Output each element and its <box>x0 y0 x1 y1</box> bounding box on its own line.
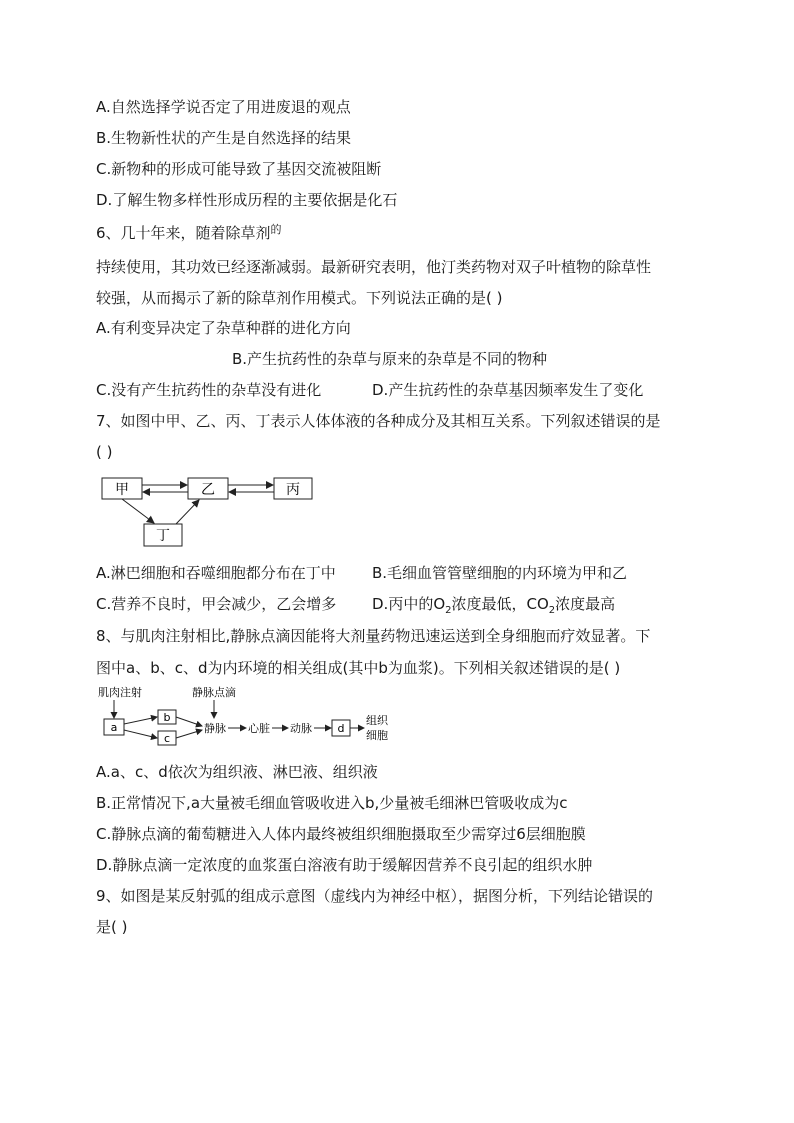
q6-option-b: B.产生抗药性的杂草与原来的杂草是不同的物种 <box>232 350 548 368</box>
label-c: c <box>163 732 171 745</box>
q7-option-c: C.营养不良时，甲会减少，乙会增多 <box>96 595 337 613</box>
arrow-ding-to-yi <box>176 500 199 524</box>
arrow-a-to-b <box>124 717 157 724</box>
arrow-a-to-c <box>124 730 157 738</box>
arrow-c-to-b <box>176 730 202 738</box>
q6-option-a: A.有利变异决定了杂草种群的进化方向 <box>96 319 351 337</box>
label-yi: 乙 <box>201 482 215 498</box>
q7-stem-line2: ( ) <box>96 443 113 461</box>
label-a: a <box>110 721 118 734</box>
q6-option-c: C.没有产生抗药性的杂草没有进化 <box>96 381 322 399</box>
label-iv-drip: 静脉点滴 <box>192 686 236 699</box>
q6-stem-text: 6、几十年来，随着除草剂 <box>96 224 271 242</box>
arrow-jia-to-ding <box>122 499 154 523</box>
arrow-b-to-vein <box>176 717 202 726</box>
q5-option-a: A.自然选择学说否定了用进废退的观点 <box>96 98 351 116</box>
q7-option-d <box>372 594 615 617</box>
label-bing: 丙 <box>286 482 300 498</box>
q7-optd-pre: D.丙中的O <box>372 595 446 613</box>
q8-drug-route-diagram <box>96 684 406 748</box>
q8-option-b: B.正常情况下,a大量被毛细血管吸收进入b,少量被毛细淋巴管吸收成为c <box>96 794 568 812</box>
q7-option-b: B.毛细血管管壁细胞的内环境为甲和乙 <box>372 564 628 582</box>
q8-stem-line1: 8、与肌肉注射相比,静脉点滴因能将大剂量药物迅速运送到全身细胞而疗效显著。下 <box>96 627 651 645</box>
label-ding: 丁 <box>156 528 170 544</box>
q6-stem-line2: 持续使用，其功效已经逐渐减弱。最新研究表明，他汀类药物对双子叶植物的除草性 <box>96 258 652 276</box>
q8-option-a: A.a、c、d依次为组织液、淋巴液、组织液 <box>96 763 378 781</box>
q8-stem-line2: 图中a、b、c、d为内环境的相关组成(其中b为血浆)。下列相关叙述错误的是( ) <box>96 659 621 677</box>
q7-body-fluid-diagram <box>96 474 326 554</box>
q7-optd-mid: 浓度最低，CO <box>451 595 549 613</box>
q8-option-c: C.静脉点滴的葡萄糖进入人体内最终被组织细胞摄取至少需穿过6层细胞膜 <box>96 825 586 843</box>
q9-stem-line2: 是( ) <box>96 918 128 936</box>
label-tissue-2: 细胞 <box>366 729 388 742</box>
q9-stem-line1: 9、如图是某反射弧的组成示意图（虚线内为神经中枢），据图分析，下列结论错误的 <box>96 887 654 905</box>
label-b: b <box>163 711 171 724</box>
label-tissue-1: 组织 <box>366 714 388 727</box>
q6-stem-line1 <box>96 223 282 245</box>
label-jia: 甲 <box>115 482 129 498</box>
q5-option-d: D.了解生物多样性形成历程的主要依据是化石 <box>96 191 398 209</box>
q7-option-a: A.淋巴细胞和吞噬细胞都分布在丁中 <box>96 564 336 582</box>
q8-option-d: D.静脉点滴一定浓度的血浆蛋白溶液有助于缓解因营养不良引起的组织水肿 <box>96 856 593 874</box>
label-artery: 动脉 <box>290 722 312 735</box>
q6-stem-line3: 较强，从而揭示了新的除草剂作用模式。下列说法正确的是( ) <box>96 289 503 307</box>
q7-optd-post: 浓度最高 <box>555 595 616 613</box>
label-heart: 心脏 <box>248 722 270 735</box>
label-vein: 静脉 <box>204 722 226 735</box>
label-intramuscular: 肌肉注射 <box>98 686 142 699</box>
q6-option-d: D.产生抗药性的杂草基因频率发生了变化 <box>372 381 644 399</box>
q5-option-c: C.新物种的形成可能导致了基因交流被阻断 <box>96 160 382 178</box>
q5-option-b: B.生物新性状的产生是自然选择的结果 <box>96 129 352 147</box>
q7-optd-sub1: 2 <box>445 605 452 616</box>
label-d: d <box>337 722 345 735</box>
q7-stem-line1: 7、如图中甲、乙、丙、丁表示人体体液的各种成分及其相互关系。下列叙述错误的是 <box>96 412 661 430</box>
q7-optd-sub2: 2 <box>548 605 556 616</box>
q6-stem-small-char: 的 <box>270 223 282 236</box>
